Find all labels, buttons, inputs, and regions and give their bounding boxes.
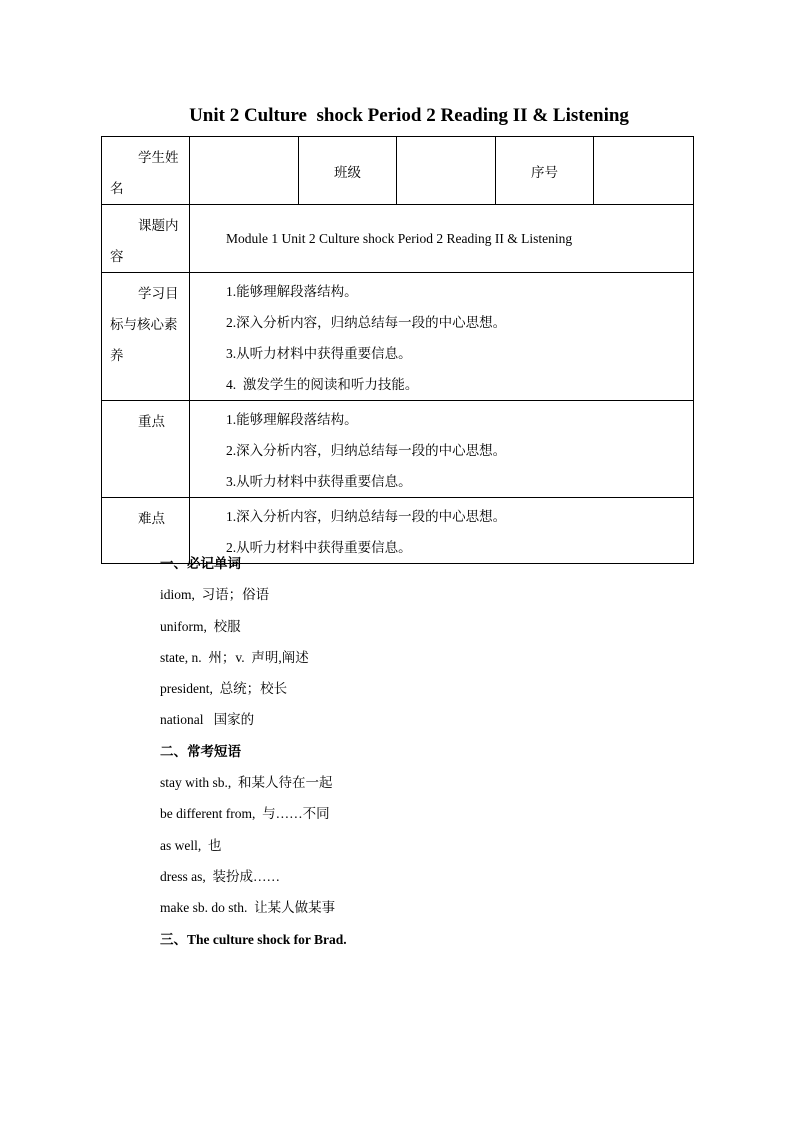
info-table <box>101 136 694 564</box>
topic-row <box>102 205 694 273</box>
vocab-line: uniform, 校服 <box>160 618 241 634</box>
student-name-value <box>190 137 299 205</box>
phrase-line: as well, 也 <box>160 837 222 853</box>
body-content <box>160 548 760 955</box>
vocab-line: idiom, 习语；俗语 <box>160 587 270 603</box>
vocab-line: national 国家的 <box>160 712 255 728</box>
key-points-row <box>102 401 694 498</box>
key-points-content <box>190 401 694 498</box>
objective-item: 3.从听力材料中获得重要信息。 <box>226 346 412 361</box>
key-points-label: 重点 <box>102 401 190 498</box>
key-point-item: 3.从听力材料中获得重要信息。 <box>226 474 412 489</box>
seq-label: 序号 <box>496 137 594 205</box>
phrase-line: dress as, 装扮成…… <box>160 868 280 884</box>
class-label: 班级 <box>299 137 397 205</box>
key-point-item: 2.深入分析内容，归纳总结每一段的中心思想。 <box>226 443 507 458</box>
objectives-content <box>190 273 694 401</box>
phrase-line: be different from, 与……不同 <box>160 806 330 822</box>
objective-item: 1.能够理解段落结构。 <box>226 284 358 299</box>
section-heading-phrases: 二、常考短语 <box>160 743 241 759</box>
phrase-line: make sb. do sth. 让某人做某事 <box>160 900 336 916</box>
key-point-item: 1.能够理解段落结构。 <box>226 412 358 427</box>
vocab-line: president, 总统；校长 <box>160 681 288 697</box>
objective-item: 2.深入分析内容，归纳总结每一段的中心思想。 <box>226 315 507 330</box>
page-title: Unit 2 Culture shock Period 2 Reading II & Listening <box>189 105 629 126</box>
topic-value: Module 1 Unit 2 Culture shock Period 2 Reading II & Listening <box>190 205 694 273</box>
vocab-line: state, n. 州；v. 声明,阐述 <box>160 649 309 665</box>
objectives-label: 学习目标与核心素养 <box>102 273 190 401</box>
section-heading-culture-shock: 三、The culture shock for Brad. <box>160 931 347 947</box>
phrase-line: stay with sb., 和某人待在一起 <box>160 775 333 791</box>
topic-label: 课题内容 <box>102 205 190 273</box>
section-heading-words: 一、必记单词 <box>160 556 241 571</box>
seq-value <box>594 137 694 205</box>
student-name-row <box>102 137 694 205</box>
objective-item: 4. 激发学生的阅读和听力技能。 <box>226 377 419 392</box>
class-value <box>397 137 496 205</box>
difficulties-label: 难点 <box>102 498 190 564</box>
student-name-label: 学生姓名 <box>102 137 190 205</box>
difficulty-item: 1.深入分析内容，归纳总结每一段的中心思想。 <box>226 509 507 524</box>
objectives-row <box>102 273 694 401</box>
difficulty-item: 2.从听力材料中获得重要信息。 <box>226 540 412 555</box>
